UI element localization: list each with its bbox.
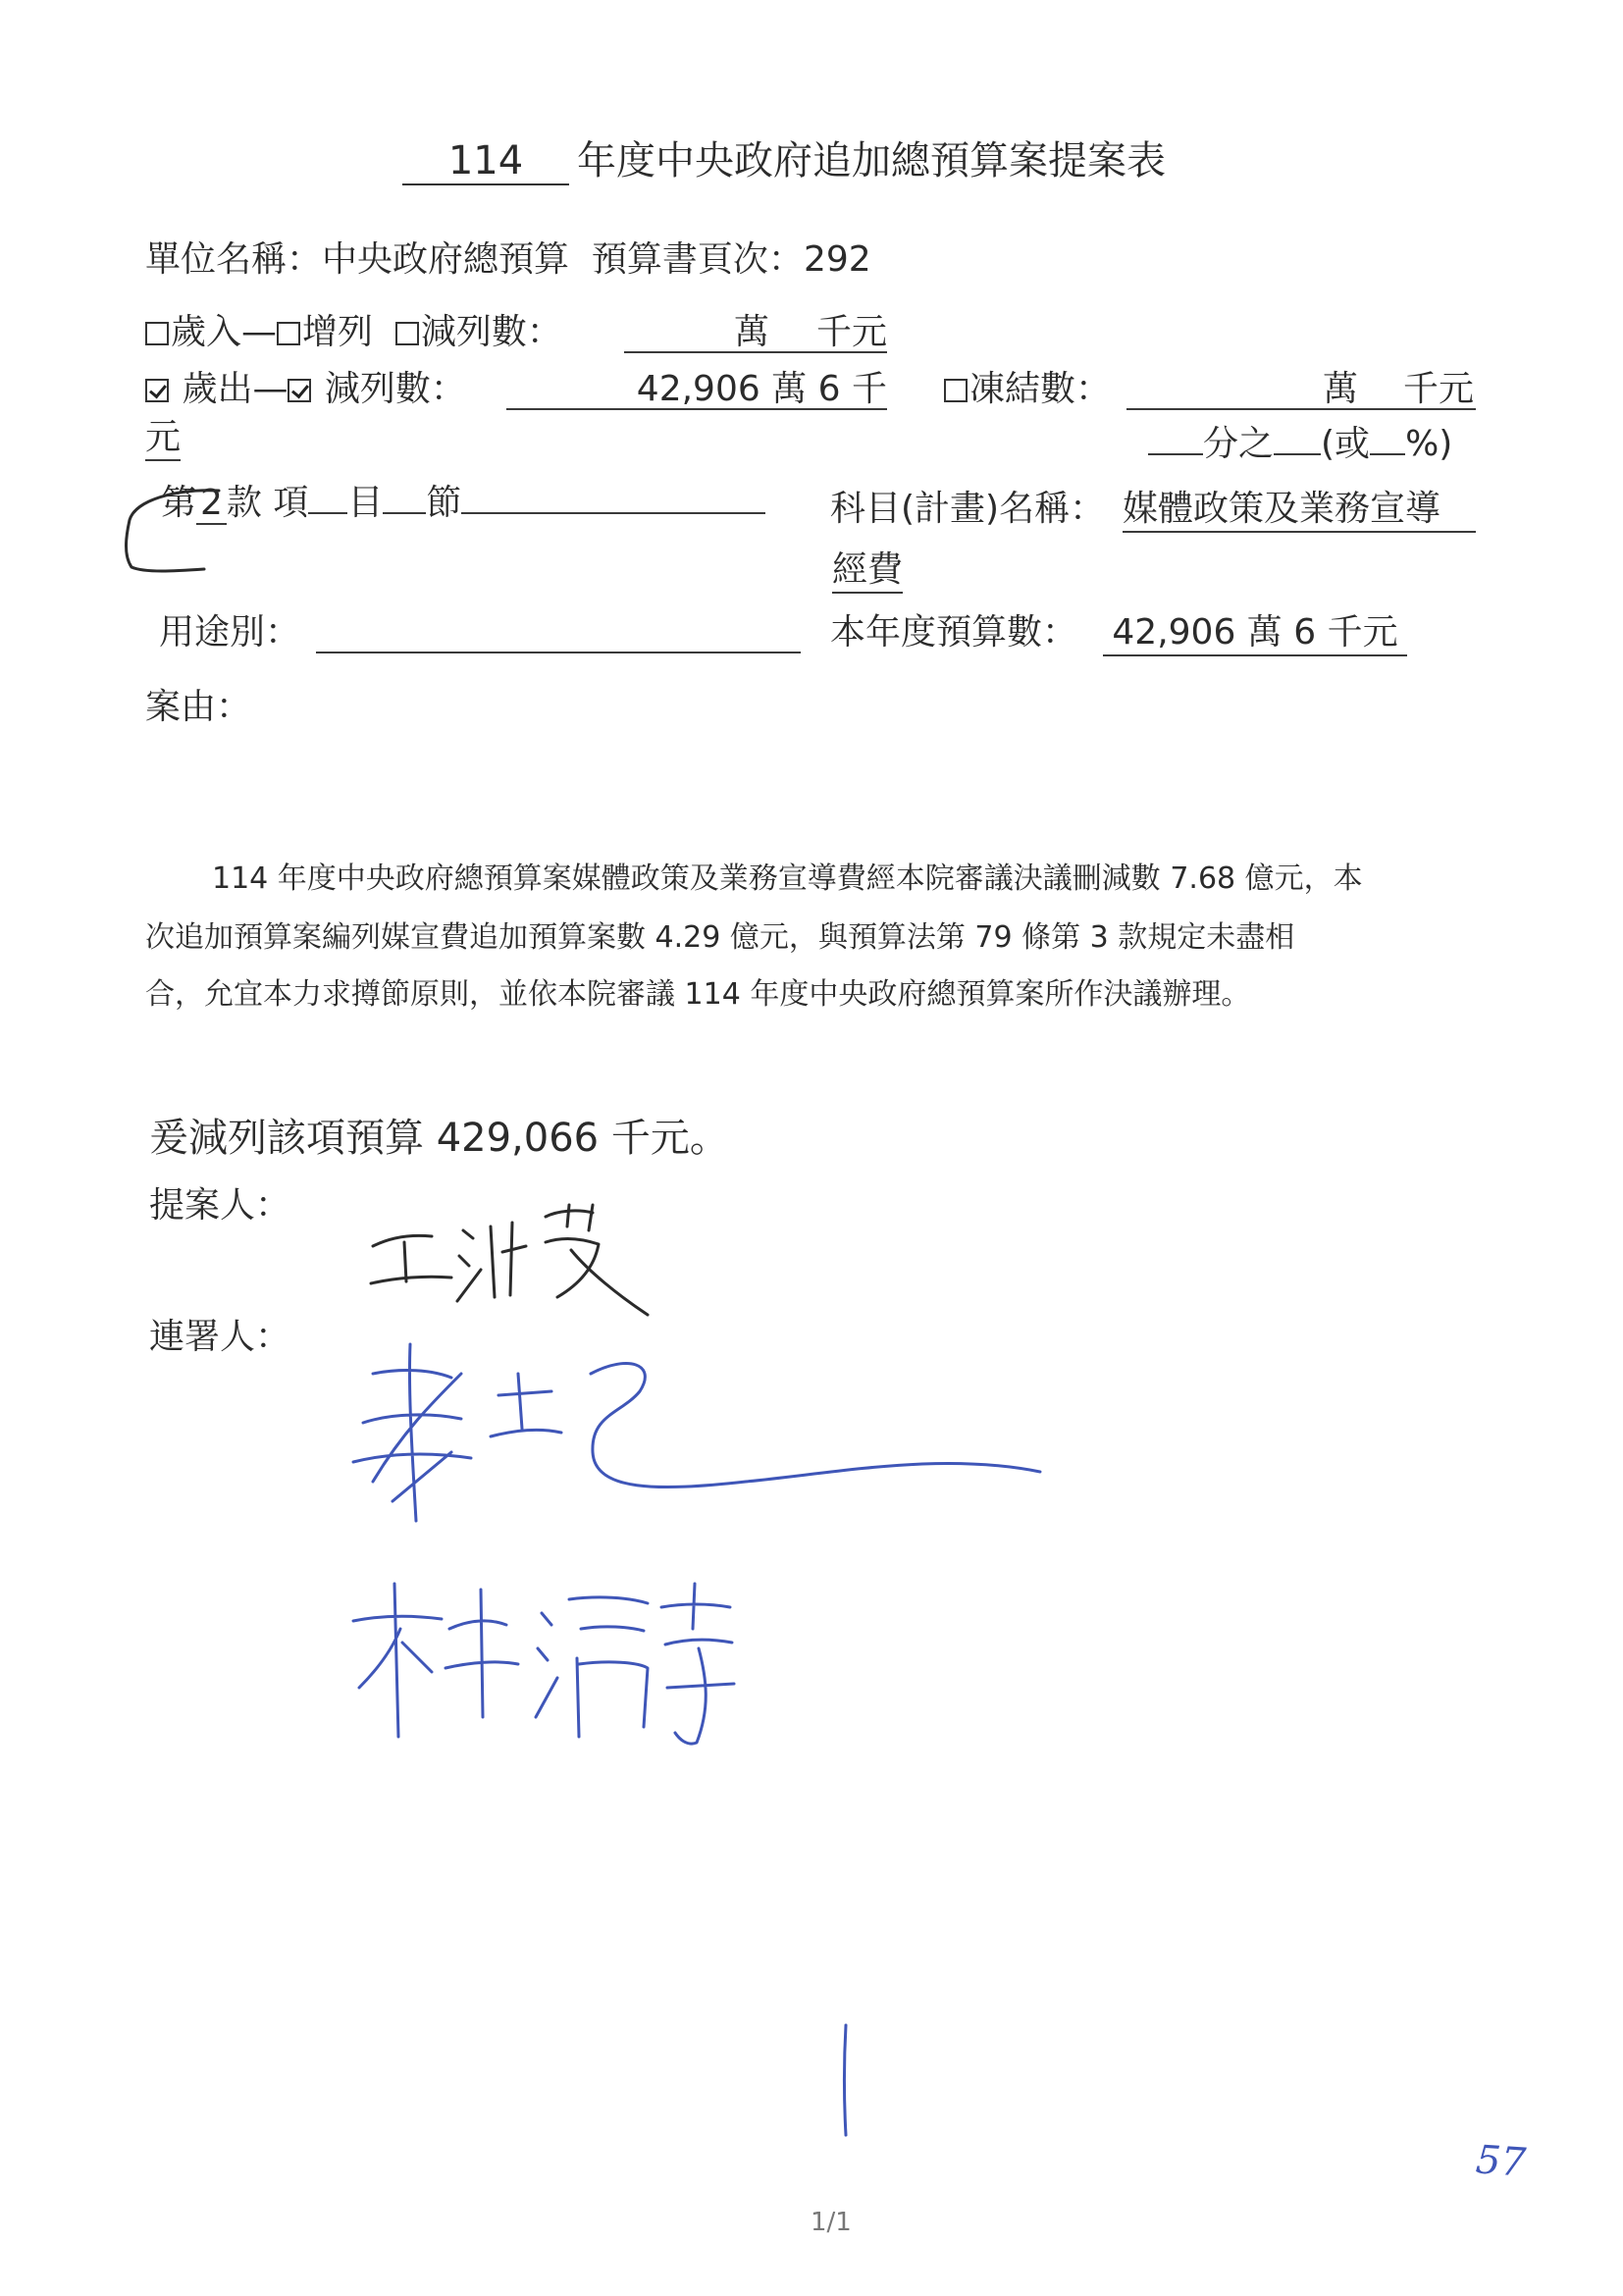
reason-label: 案由： (145, 687, 252, 727)
unit-label: 單位名稱： (145, 239, 323, 280)
revenue-qianyuan: 千元 (816, 312, 888, 352)
subject-name-line1: 媒體政策及業務宣導 (1123, 481, 1476, 533)
frozen-checkbox[interactable] (944, 379, 968, 402)
unit-line (145, 232, 871, 282)
budget-label: 本年度預算數： (830, 612, 1078, 652)
usage-field[interactable] (316, 606, 801, 653)
kuan-label: 第 (161, 483, 197, 523)
frozen-label-group (944, 361, 1111, 411)
revenue-checkbox[interactable] (145, 322, 169, 345)
page-label: 預算書頁次： (591, 239, 804, 280)
conclusion-text: 爰減列該項預算 429,066 千元。 (149, 1116, 729, 1161)
revenue-decrease-label: 減列數： (420, 312, 562, 352)
handwritten-mark (836, 2021, 856, 2139)
expense-amount-field[interactable] (506, 361, 887, 410)
kuan-text: 款 (226, 483, 262, 523)
unit-name: 中央政府總預算 (322, 239, 570, 280)
handdrawn-bracket (116, 481, 224, 589)
reason-line-1: 114 年度中央政府總預算案媒體政策及業務宣導費經本院審議決議刪減數 7.68 億元，本 (212, 861, 1363, 896)
title-text: 年度中央政府追加總預算案提案表 (577, 138, 1166, 183)
budget-value: 42,906 萬 6 千元 (1103, 604, 1407, 656)
reason-line-3: 合，允宜本力求撙節原則，並依本院審議 114 年度中央政府總預算案所作決議辦理。 (145, 977, 1251, 1012)
fraction-text: 分之 (1203, 424, 1275, 464)
revenue-increase-label: 增列 (302, 312, 374, 352)
xiang-blank[interactable] (308, 475, 347, 514)
fraction-or: (或 (1321, 424, 1371, 464)
mu-text: 目 (347, 483, 384, 523)
revenue-decrease-checkbox[interactable] (395, 322, 419, 345)
expense-label: 歲出— (182, 369, 288, 409)
revenue-label: 歲入— (171, 312, 278, 352)
frozen-amount-field[interactable] (1126, 361, 1476, 410)
subject-label: 科目(計畫)名稱： (830, 489, 1106, 529)
fraction-percent: %) (1405, 424, 1453, 464)
page-number: 292 (803, 239, 871, 280)
revenue-amount-field[interactable] (624, 304, 887, 353)
frozen-qianyuan: 千元 (1403, 369, 1475, 409)
revenue-increase-checkbox[interactable] (277, 322, 300, 345)
revenue-line (145, 304, 562, 354)
revenue-wan: 萬 (734, 312, 770, 352)
percent-blank[interactable] (1370, 416, 1405, 455)
proposer-label: 提案人： (149, 1185, 291, 1226)
expense-unit: 元 (145, 416, 181, 461)
expense-amount: 42,906 萬 6 千 (636, 369, 887, 409)
mu-blank[interactable] (383, 475, 426, 514)
fraction-denominator-blank[interactable] (1274, 416, 1321, 455)
fraction-line (1148, 416, 1452, 466)
xiang-text: 項 (273, 483, 309, 523)
jie-text: 節 (426, 483, 462, 523)
proposer-signature (353, 1187, 667, 1325)
cosigner-signature-2 (334, 1570, 746, 1756)
cosigner-signature-1 (334, 1334, 1060, 1531)
budget-item-line (161, 475, 765, 525)
expense-decrease-checkbox[interactable] (288, 379, 311, 402)
expense-line (145, 361, 466, 411)
jie-blank[interactable] (461, 475, 765, 514)
fraction-numerator-blank[interactable] (1148, 416, 1203, 455)
kuan-value: 2 (196, 483, 227, 525)
form-title (402, 130, 1166, 185)
frozen-label: 凍結數： (969, 369, 1112, 409)
handwritten-page-number: 57 (1474, 2137, 1528, 2186)
cosigner-label: 連署人： (149, 1317, 291, 1357)
title-year: 114 (402, 138, 569, 185)
subject-name-line2: 經費 (832, 542, 903, 594)
page-counter: 1/1 (811, 2208, 852, 2237)
frozen-wan: 萬 (1323, 369, 1359, 409)
reason-line-2: 次追加預算案編列媒宣費追加預算案數 4.29 億元，與預算法第 79 條第 3 款規定未盡相 (145, 920, 1295, 955)
expense-decrease-label: 減列數： (324, 369, 466, 409)
usage-label: 用途別： (159, 612, 301, 652)
expense-checkbox[interactable] (145, 379, 169, 402)
